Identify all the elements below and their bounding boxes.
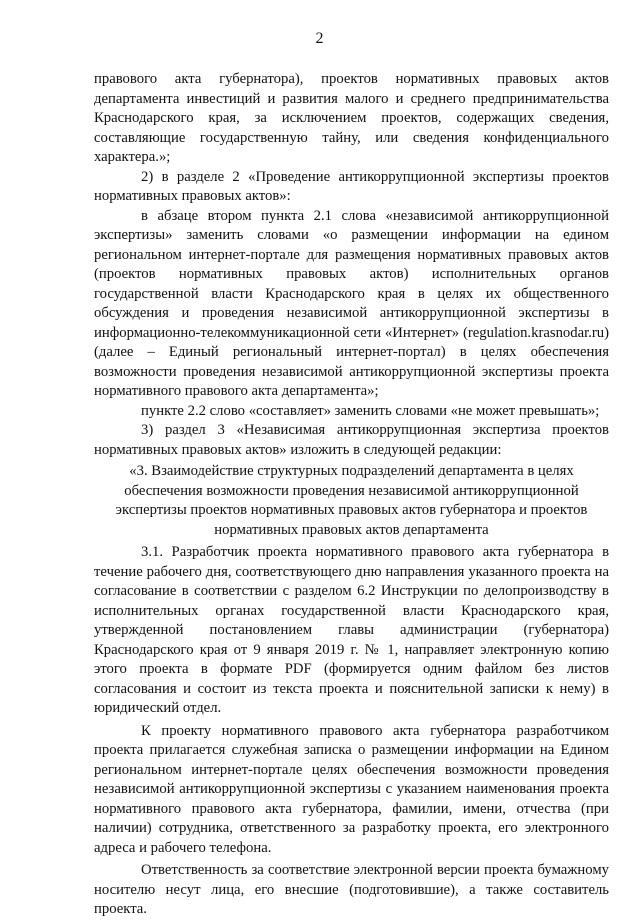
paragraph-4: пункте 2.2 слово «составляет» заменить словами «не может превышать»; bbox=[141, 402, 600, 419]
paragraph-6: 3.1. Разработчик проекта нормативного правового акта губернатора в течение рабочего дня, соответствующего дню направления указанного проекта на согласование в соответствии с разделом 6.2 Инструкции по делопроизводству в исполнительных органах государственной власти Краснодарского края, утвержденной постановлением главы администрации (губернатора) Краснодарского края от 9 января 2019 г. № 1, направляет электронную копию этого проекта в формате PDF (формируется одним файлом без листов согласования и состоит из текста проекта и пояснительной записки к нему) в юридический отдел. bbox=[94, 544, 609, 716]
paragraph-5: 3) раздел 3 «Независимая антикоррупционная экспертиза проектов нормативных правовых актов» изложить в следующей редакции: bbox=[94, 422, 609, 458]
paragraph-1: правового акта губернатора), проектов нормативных правовых актов департамента инвестиций и развития малого и среднего предпринимательства Краснодарского края, за исключением проектов, содержащих сведения, составляющие государственную тайну, или сведения конфиденциального характера.»; bbox=[94, 71, 609, 165]
document-body bbox=[94, 70, 609, 920]
paragraph-2: 2) в разделе 2 «Проведение антикоррупционной экспертизы проектов нормативных правовых актов»: bbox=[94, 168, 609, 204]
paragraph-8: Ответственность за соответствие электронной версии проекта бумажному носителю несут лица, его внесшие (подготовившие), а также составитель проекта. bbox=[94, 862, 609, 917]
paragraph-3: в абзаце втором пункта 2.1 слова «независимой антикоррупционной экспертизы» заменить словами «о размещении информации на едином региональном интернет-портале для размещения нормативных правовых актов (проектов нормативных правовых актов) исполнительных органов государственной власти Краснодарского края в целях их общественного обсуждения и проведения независимой антикоррупционной экспертизы в информационно-телекоммуникационной сети «Интернет» (regulation.krasnodar.ru) (далее – Единый региональный интернет-портал) в целях обеспечения возможности проведения независимой антикоррупционной экспертизы проекта нормативного правового акта департамента»; bbox=[94, 207, 609, 399]
page-number: 2 bbox=[315, 30, 324, 47]
paragraph-7: К проекту нормативного правового акта губернатора разработчиком проекта прилагается служебная записка о размещении информации на Едином региональном интернет-портале целях обеспечения возможности проведения независимой антикоррупционной экспертизы с указанием наименования проекта нормативного правового акта губернатора, фамилии, имени, отчества (при наличии) сотрудника, ответственного за разработку проекта, его электронного адреса и рабочего телефона. bbox=[94, 722, 609, 856]
section-heading: «3. Взаимодействие структурных подразделений департамента в целях обеспечения возможности проведения независимой антикоррупционной экспертизы проектов нормативных правовых актов губернатора и проектов нормативных правовых актов департамента bbox=[115, 463, 588, 538]
